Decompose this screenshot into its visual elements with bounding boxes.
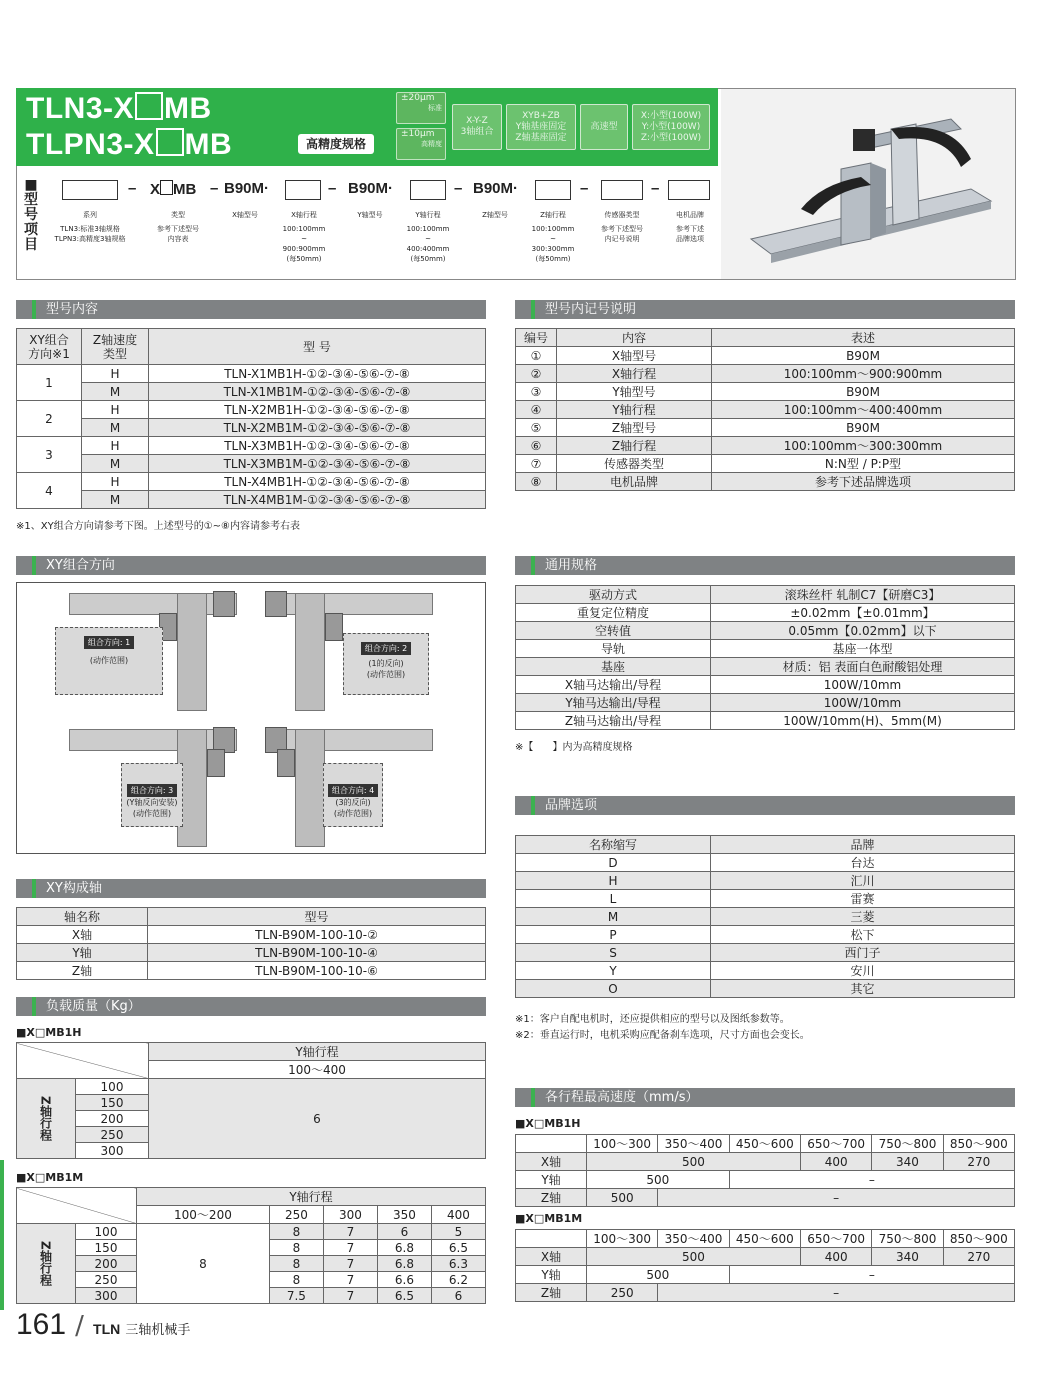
code-head-no: 编号 <box>516 329 557 347</box>
speed-val: 500 <box>587 1266 730 1284</box>
brand-name: 西门子 <box>711 944 1015 962</box>
footer-product-name: 三轴机械手 <box>125 1323 191 1338</box>
speed-row-label: Z轴 <box>516 1284 587 1302</box>
speed-col: 100～300 <box>587 1230 658 1248</box>
title-tlpn3: TLPN3-X MB <box>26 128 233 161</box>
xy-dir-3-range: 组合方向: 3 (Y轴反向安装) (动作范围) <box>121 763 183 827</box>
axis-name: X轴 <box>17 926 148 944</box>
model-code: TLN-X4MB1M-①②-③④-⑤⑥-⑦-⑧ <box>149 491 486 509</box>
speed-col: 350～400 <box>658 1230 729 1248</box>
model-table-head-type: Z轴速度 类型 <box>82 329 149 365</box>
speed-row-label: Y轴 <box>516 1266 587 1284</box>
speed-row-label: Z轴 <box>516 1189 587 1207</box>
page-number: 161 <box>16 1308 67 1341</box>
speed-val: 500 <box>587 1248 801 1266</box>
load-m-val: 8 <box>269 1256 323 1272</box>
load-h-z: 150 <box>76 1095 149 1111</box>
footer-slash: / <box>75 1311 84 1341</box>
brand-name: 雷赛 <box>711 890 1015 908</box>
model-type: M <box>82 419 149 437</box>
brand-name: 台达 <box>711 854 1015 872</box>
feature-motor-size: X:小型(100W) Y:小型(100W) Z:小型(100W) <box>632 104 710 150</box>
model-code-sep: – <box>210 180 219 197</box>
spec-key: Z轴马达输出/导程 <box>516 712 711 730</box>
model-table-head-dir: XY组合 方向※1 <box>17 329 82 365</box>
model-code-xmb: X MB <box>150 181 197 198</box>
spec-key: 空转值 <box>516 622 711 640</box>
code-desc: B90M <box>712 383 1015 401</box>
section-code-legend: 型号内记号说明 <box>515 300 1015 319</box>
model-type: M <box>82 383 149 401</box>
model-dir-2: 2 <box>17 401 82 437</box>
spec-value: 滚珠丝杆 轧制C7【研磨C3】 <box>711 586 1015 604</box>
section-xy-direction: XY组合方向 <box>16 556 486 575</box>
speed-col: 850～900 <box>943 1135 1014 1153</box>
code-no: ⑧ <box>516 473 557 491</box>
accuracy-standard-badge: ±20μm 标准 <box>396 92 446 124</box>
load-m-col: 100～200 <box>137 1206 270 1224</box>
product-image <box>721 89 1015 279</box>
title-tln3: TLN3-X MB <box>26 92 212 125</box>
spec-key: X轴马达输出/导程 <box>516 676 711 694</box>
z-axis-block <box>207 749 225 777</box>
brand-table <box>515 835 1015 998</box>
load-m-val: 6 <box>377 1224 431 1240</box>
x-axis-rail <box>69 729 237 751</box>
brand-abbr: D <box>516 854 711 872</box>
label-x-model: X轴型号 <box>232 211 258 219</box>
axis-model: TLN-B90M-100-10-② <box>148 926 486 944</box>
load-m-col: 300 <box>323 1206 377 1224</box>
speed-val: 340 <box>872 1153 943 1171</box>
model-code: TLN-X2MB1H-①②-③④-⑤⑥-⑦-⑧ <box>149 401 486 419</box>
speed-val: 270 <box>943 1153 1014 1171</box>
spec-key: 驱动方式 <box>516 586 711 604</box>
speed-col: 350～400 <box>658 1135 729 1153</box>
code-no: ⑦ <box>516 455 557 473</box>
speed-val: 500 <box>587 1189 658 1207</box>
y-axis-rail <box>295 593 325 711</box>
code-no: ③ <box>516 383 557 401</box>
speed-val: 270 <box>943 1248 1014 1266</box>
code-item: Y轴行程 <box>557 401 712 419</box>
load-m-yhead: Y轴行程 <box>137 1188 486 1206</box>
code-desc: 100:100mm～900:900mm <box>712 365 1015 383</box>
brand-name: 三菱 <box>711 908 1015 926</box>
speed-row-label: X轴 <box>516 1248 587 1266</box>
code-no: ② <box>516 365 557 383</box>
model-dir-1: 1 <box>17 365 82 401</box>
speed-col: 100～300 <box>587 1135 658 1153</box>
spec-value: 基座一体型 <box>711 640 1015 658</box>
high-precision-badge: 高精度规格 <box>298 134 374 154</box>
speed-h-corner <box>516 1135 587 1153</box>
load-h-label: ■X□MB1H <box>16 1026 82 1039</box>
section-load-mass: 负载质量（Kg） <box>16 997 486 1016</box>
load-m-val: 6.6 <box>377 1272 431 1288</box>
load-m-col: 250 <box>269 1206 323 1224</box>
load-h-value: 6 <box>149 1079 486 1159</box>
model-code: TLN-X2MB1M-①②-③④-⑤⑥-⑦-⑧ <box>149 419 486 437</box>
model-table <box>16 328 486 509</box>
brand-abbr: Y <box>516 962 711 980</box>
model-code-sep: – <box>454 180 463 197</box>
load-m-table <box>16 1187 486 1304</box>
speed-col: 750～800 <box>872 1135 943 1153</box>
z-axis-block <box>325 613 343 641</box>
xy-dir-2-range: 组合方向: 2 (1的反向) (动作范围) <box>343 633 429 695</box>
speed-m-corner <box>516 1230 587 1248</box>
axis-head-name: 轴名称 <box>17 908 148 926</box>
model-code: TLN-X1MB1M-①②-③④-⑤⑥-⑦-⑧ <box>149 383 486 401</box>
speed-row-label: X轴 <box>516 1153 587 1171</box>
spec-key: Y轴马达输出/导程 <box>516 694 711 712</box>
load-h-z: 100 <box>76 1079 149 1095</box>
brand-note-2: ※2：垂直运行时，电机采购应配备刹车选项，尺寸方面也会变长。 <box>515 1030 810 1041</box>
brand-abbr: O <box>516 980 711 998</box>
code-desc: 100:100mm～400:400mm <box>712 401 1015 419</box>
speed-val: 400 <box>800 1153 871 1171</box>
label-sensor: 传感器类型 参考下述型号 内记号说明 <box>601 211 643 243</box>
speed-col: 650～700 <box>800 1230 871 1248</box>
x-stroke-box <box>285 180 321 200</box>
load-m-val: 8 <box>269 1240 323 1256</box>
label-y-stroke: Y轴行程 100:100mm ~ 400:400mm (每50mm) <box>406 211 450 263</box>
load-m-z: 100 <box>76 1224 137 1240</box>
load-m-val: 7 <box>323 1224 377 1240</box>
spec-key: 基座 <box>516 658 711 676</box>
series-box <box>62 180 118 200</box>
model-dir-4: 4 <box>17 473 82 509</box>
model-table-head-model: 型 号 <box>149 329 486 365</box>
brand-name: 汇川 <box>711 872 1015 890</box>
section-brand-options: 品牌选项 <box>515 796 1015 815</box>
y-axis-rail <box>295 729 325 847</box>
brand-name: 其它 <box>711 980 1015 998</box>
spec-value: 100W/10mm <box>711 694 1015 712</box>
feature-high-speed: 高速型 <box>580 104 628 150</box>
load-h-z: 300 <box>76 1143 149 1159</box>
label-type: 类型 参考下述型号 内容表 <box>157 211 199 243</box>
speed-row-label: Y轴 <box>516 1171 587 1189</box>
brand-name: 松下 <box>711 926 1015 944</box>
model-code-b90m-x: B90M· <box>224 180 270 197</box>
accuracy-high-badge: ±10μm 高精度 <box>396 128 446 160</box>
label-z-model: Z轴型号 <box>482 211 508 219</box>
label-z-stroke: Z轴行程 100:100mm ~ 300:300mm (每50mm) <box>531 211 575 263</box>
load-m-val: 7 <box>323 1272 377 1288</box>
load-m-label: ■X□MB1M <box>16 1171 84 1184</box>
x-axis-rail <box>69 593 237 615</box>
spec-value: 100W/10mm <box>711 676 1015 694</box>
speed-val: – <box>658 1189 1015 1207</box>
code-item: Z轴型号 <box>557 419 712 437</box>
model-type: M <box>82 491 149 509</box>
axis-table <box>16 907 486 980</box>
speed-col: 450～600 <box>729 1135 800 1153</box>
load-h-zlabel: Z轴行程 <box>17 1079 76 1159</box>
code-item: 电机品牌 <box>557 473 712 491</box>
general-spec-note: ※【 】内为高精度规格 <box>515 742 633 753</box>
brand-note-1: ※1：客户自配电机时，还应提供相应的型号以及图纸参数等。 <box>515 1014 790 1025</box>
load-m-val: 5 <box>431 1224 485 1240</box>
load-m-corner <box>17 1188 137 1224</box>
code-head-item: 内容 <box>557 329 712 347</box>
load-h-yhead: Y轴行程 <box>149 1043 486 1061</box>
code-table <box>515 328 1015 491</box>
axis-head-model: 型号 <box>148 908 486 926</box>
code-item: Y轴型号 <box>557 383 712 401</box>
load-m-val: 6 <box>431 1288 485 1304</box>
load-m-val: 7 <box>323 1256 377 1272</box>
code-no: ⑥ <box>516 437 557 455</box>
section-model-contents: 型号内容 <box>16 300 486 319</box>
code-item: Z轴行程 <box>557 437 712 455</box>
code-no: ⑤ <box>516 419 557 437</box>
model-type: H <box>82 365 149 383</box>
brand-abbr: L <box>516 890 711 908</box>
label-y-model: Y轴型号 <box>357 211 383 219</box>
load-m-val: 7.5 <box>269 1288 323 1304</box>
x-axis-rail <box>265 593 433 615</box>
load-m-zlabel: Z轴行程 <box>17 1224 76 1304</box>
load-h-yrange: 100～400 <box>149 1061 486 1079</box>
section-general-spec: 通用规格 <box>515 556 1015 575</box>
load-m-z: 150 <box>76 1240 137 1256</box>
model-table-note: ※1、XY组合方向请参考下图。上述型号的①~⑧内容请参考右表 <box>16 521 301 532</box>
footer-brand: TLN <box>93 1321 121 1337</box>
model-code-sep: – <box>128 180 137 197</box>
model-code-side-label: ■型号项目 <box>24 177 38 253</box>
page-side-accent <box>0 1160 4 1310</box>
model-code-sep: – <box>580 180 589 197</box>
y-axis-rail <box>177 593 207 711</box>
speed-col: 750～800 <box>872 1230 943 1248</box>
load-h-z: 200 <box>76 1111 149 1127</box>
speed-m-table <box>515 1229 1015 1302</box>
load-m-val: 6.8 <box>377 1256 431 1272</box>
code-item: 传感器类型 <box>557 455 712 473</box>
load-m-val: 6.8 <box>377 1240 431 1256</box>
robot-illustration <box>721 89 1015 279</box>
speed-val: – <box>729 1171 1014 1189</box>
load-m-val: 6.5 <box>431 1240 485 1256</box>
speed-val: 500 <box>587 1171 730 1189</box>
motor-box <box>668 180 710 200</box>
speed-col: 450～600 <box>729 1230 800 1248</box>
feature-base-fixed: XYB+ZB Y轴基座固定 Z轴基座固定 <box>506 104 576 150</box>
spec-value: 0.05mm【0.02mm】以下 <box>711 622 1015 640</box>
x-motor <box>213 591 235 617</box>
load-m-z: 200 <box>76 1256 137 1272</box>
code-item: X轴型号 <box>557 347 712 365</box>
y-stroke-box <box>410 180 446 200</box>
model-code: TLN-X3MB1M-①②-③④-⑤⑥-⑦-⑧ <box>149 455 486 473</box>
model-code-b90m-z: B90M· <box>473 180 519 197</box>
load-m-val: 7 <box>323 1288 377 1304</box>
general-spec-table <box>515 585 1015 730</box>
xy-dir-1-range: 组合方向: 1 (动作范围) <box>55 627 163 695</box>
load-m-val: 6.3 <box>431 1256 485 1272</box>
load-m-val: 8 <box>269 1224 323 1240</box>
speed-val: 500 <box>587 1153 801 1171</box>
speed-col: 850～900 <box>943 1230 1014 1248</box>
load-m-z: 300 <box>76 1288 137 1304</box>
x-motor <box>265 591 287 617</box>
speed-col: 650～700 <box>800 1135 871 1153</box>
xy-direction-diagram <box>16 582 486 854</box>
model-dir-3: 3 <box>17 437 82 473</box>
load-h-corner <box>17 1043 149 1079</box>
label-series: 系列 TLN3:标准3轴规格 TLPN3:高精度3轴规格 <box>54 211 126 243</box>
code-item: X轴行程 <box>557 365 712 383</box>
axis-model: TLN-B90M-100-10-④ <box>148 944 486 962</box>
speed-h-label: ■X□MB1H <box>515 1117 581 1130</box>
code-desc: 参考下述品牌选项 <box>712 473 1015 491</box>
model-code-sep: – <box>651 180 660 197</box>
speed-val: – <box>729 1266 1014 1284</box>
spec-key: 导轨 <box>516 640 711 658</box>
load-m-first: 8 <box>137 1224 270 1304</box>
speed-val: 400 <box>800 1248 871 1266</box>
brand-head-brand: 品牌 <box>711 836 1015 854</box>
xy-dir-4-range: 组合方向: 4 (3的反向) (动作范围) <box>323 763 383 827</box>
load-m-val: 7 <box>323 1240 377 1256</box>
model-code-sep: – <box>328 180 337 197</box>
axis-name: Z轴 <box>17 962 148 980</box>
model-type: H <box>82 473 149 491</box>
load-m-col: 400 <box>431 1206 485 1224</box>
spec-value: ±0.02mm【±0.01mm】 <box>711 604 1015 622</box>
model-code: TLN-X1MB1H-①②-③④-⑤⑥-⑦-⑧ <box>149 365 486 383</box>
code-head-desc: 表述 <box>712 329 1015 347</box>
z-axis-block <box>277 749 295 777</box>
speed-val: 340 <box>872 1248 943 1266</box>
code-desc: 100:100mm～300:300mm <box>712 437 1015 455</box>
x-axis-rail <box>265 729 433 751</box>
page-footer <box>16 1308 190 1342</box>
spec-key: 重复定位精度 <box>516 604 711 622</box>
code-no: ④ <box>516 401 557 419</box>
brand-abbr: H <box>516 872 711 890</box>
brand-abbr: S <box>516 944 711 962</box>
model-code-b90m-y: B90M· <box>348 180 394 197</box>
brand-abbr: M <box>516 908 711 926</box>
feature-3axis: X-Y-Z 3轴组合 <box>452 104 502 150</box>
sensor-box <box>601 180 643 200</box>
speed-m-label: ■X□MB1M <box>515 1212 583 1225</box>
section-max-speed: 各行程最高速度（mm/s） <box>515 1088 1015 1107</box>
model-code: TLN-X4MB1H-①②-③④-⑤⑥-⑦-⑧ <box>149 473 486 491</box>
load-h-table <box>16 1042 486 1159</box>
label-x-stroke: X轴行程 100:100mm ~ 900:900mm (每50mm) <box>282 211 326 263</box>
model-type: M <box>82 455 149 473</box>
spec-value: 100W/10mm(H)、5mm(M) <box>711 712 1015 730</box>
z-stroke-box <box>535 180 571 200</box>
speed-h-table <box>515 1134 1015 1207</box>
load-m-z: 250 <box>76 1272 137 1288</box>
model-type: H <box>82 401 149 419</box>
brand-abbr: P <box>516 926 711 944</box>
model-code: TLN-X3MB1H-①②-③④-⑤⑥-⑦-⑧ <box>149 437 486 455</box>
code-desc: B90M <box>712 419 1015 437</box>
speed-val: 250 <box>587 1284 658 1302</box>
load-m-val: 6.5 <box>377 1288 431 1304</box>
code-desc: B90M <box>712 347 1015 365</box>
axis-name: Y轴 <box>17 944 148 962</box>
model-type: H <box>82 437 149 455</box>
load-m-val: 6.2 <box>431 1272 485 1288</box>
speed-val: – <box>658 1284 1015 1302</box>
load-h-z: 250 <box>76 1127 149 1143</box>
load-m-val: 8 <box>269 1272 323 1288</box>
code-no: ① <box>516 347 557 365</box>
brand-head-abbr: 名称缩写 <box>516 836 711 854</box>
code-desc: N:N型 / P:P型 <box>712 455 1015 473</box>
section-axis-composition: XY构成轴 <box>16 879 486 898</box>
load-m-col: 350 <box>377 1206 431 1224</box>
brand-name: 安川 <box>711 962 1015 980</box>
axis-model: TLN-B90M-100-10-⑥ <box>148 962 486 980</box>
spec-value: 材质：铝 表面白色耐酸铝处理 <box>711 658 1015 676</box>
label-motor: 电机品牌 参考下述 品牌选项 <box>676 211 704 243</box>
